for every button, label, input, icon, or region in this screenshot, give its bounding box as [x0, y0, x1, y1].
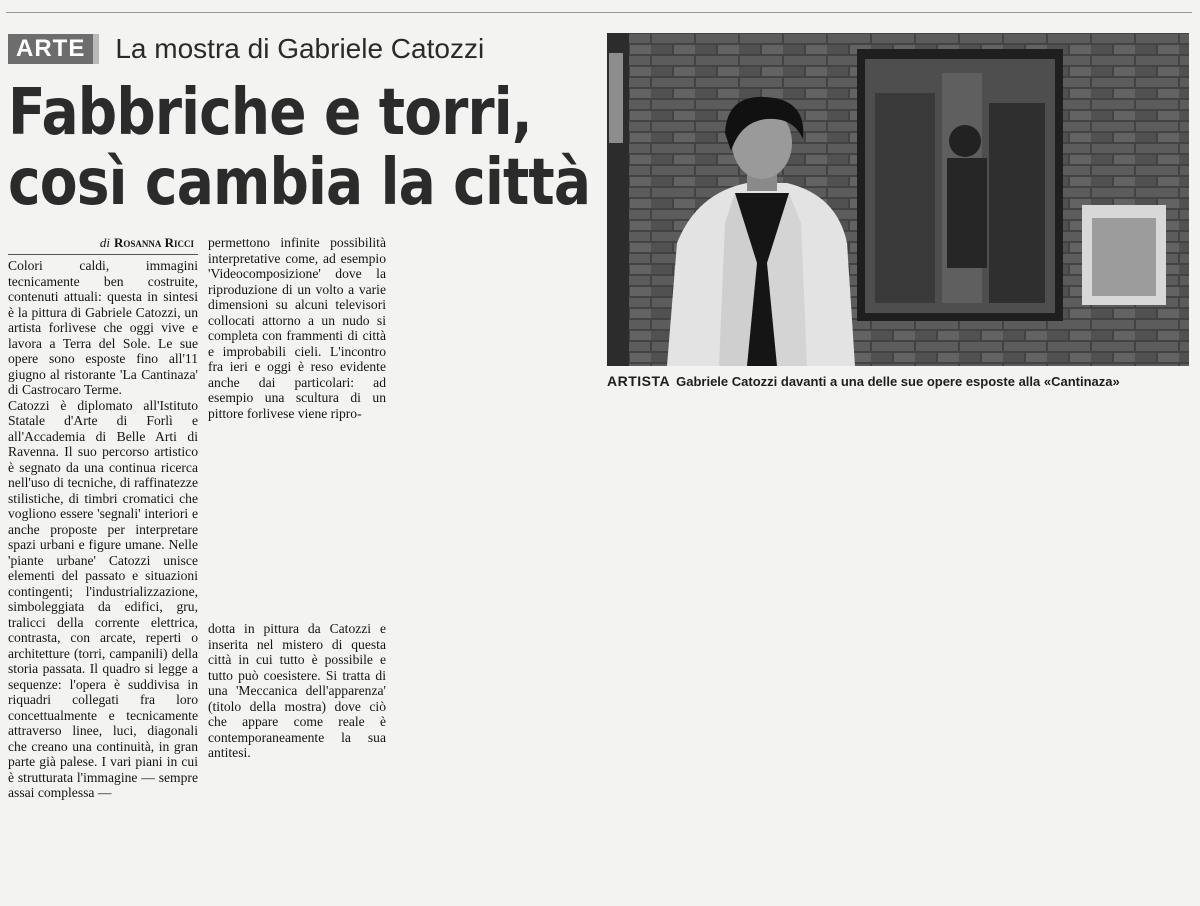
article-column-2-bottom-text: dotta in pittura da Catozzi e inserita nel mistero di questa città in cui tutto è possibile e tutto può coesistere. Si tratta di una 'Meccanica dell'apparenza' (titolo della mostra) dove ciò che appare come reale è contemporaneamente la sua antitesi.	[208, 621, 386, 760]
article-column-2-top	[208, 235, 386, 421]
kicker-row	[8, 32, 598, 66]
kicker: La mostra di Gabriele Catozzi	[115, 33, 485, 64]
artist-photo-illustration	[607, 33, 1189, 366]
article-column-2-top-text: permettono infinite possibilità interpretative come, ad esempio 'Videocomposizione' dove la riproduzione di un volto a varie dimensioni su alcuni televisori collocati attorno a un nudo si completa con frammenti di città e improbabili cieli. L'incontro fra ieri e oggi è reso evidente anche dai particolari: ad esempio una scultura di un pittore forlivese viene ripro-	[208, 235, 386, 421]
article-column-1	[8, 258, 198, 900]
photo-caption-text: Gabriele Catozzi davanti a una delle sue opere esposte alla «Cantinaza»	[676, 374, 1120, 389]
top-rule	[6, 12, 1192, 13]
byline-prefix: di	[99, 235, 110, 250]
headline	[8, 76, 591, 220]
article-column-1-text: Colori caldi, immagini tecnicamente ben costruite, contenuti attuali: questa in sintesi è la pittura di Gabriele Catozzi, un artista forlivese che oggi vive e lavora a Terra del Sole. Le sue opere sono esposte fino all'11 giugno al ristorante 'La Cantinaza' di Castrocaro Terme. Catozzi è diplomato all'Istituto Statale d'Arte di Forlì e all'Accademia di Belle Arti di Ravenna. Il suo percorso artistico è segnato da una continua ricerca nell'uso di tecniche, di raffinatezze stilistiche, di timbri cromatici che vogliono essere 'segnali' interiori e anche proposte per interpretare spazi urbani e figure umane. Nelle 'piante urbane' Catozzi unisce elementi del passato e situazioni contingenti; l'industrializzazione, simboleggiata da edifici, gru, tralicci della corrente elettrica, contrasta, con arcate, reperti o architetture (torri, campanili) della storia passata. Il quadro si legge a sequenze: l'opera è suddivisa in riquadri collegati fra loro concettualmente e tecnicamente attraverso linee, luci, diagonali che creano una continuità, in gran parte già palese. I vari piani in cui è strutturata l'immagine — sempre assai complessa —	[8, 258, 198, 800]
section-tag: ARTE	[8, 34, 99, 64]
article-column-2-bottom	[208, 621, 386, 761]
photo-caption	[607, 373, 1189, 389]
artist-photo	[607, 33, 1189, 366]
photo-caption-tag: ARTISTA	[607, 373, 671, 389]
headline-line-2: così cambia la città	[8, 146, 591, 220]
byline-name: Rosanna Ricci	[113, 235, 194, 250]
byline	[8, 232, 198, 255]
headline-line-1: Fabbriche e torri,	[8, 76, 532, 150]
